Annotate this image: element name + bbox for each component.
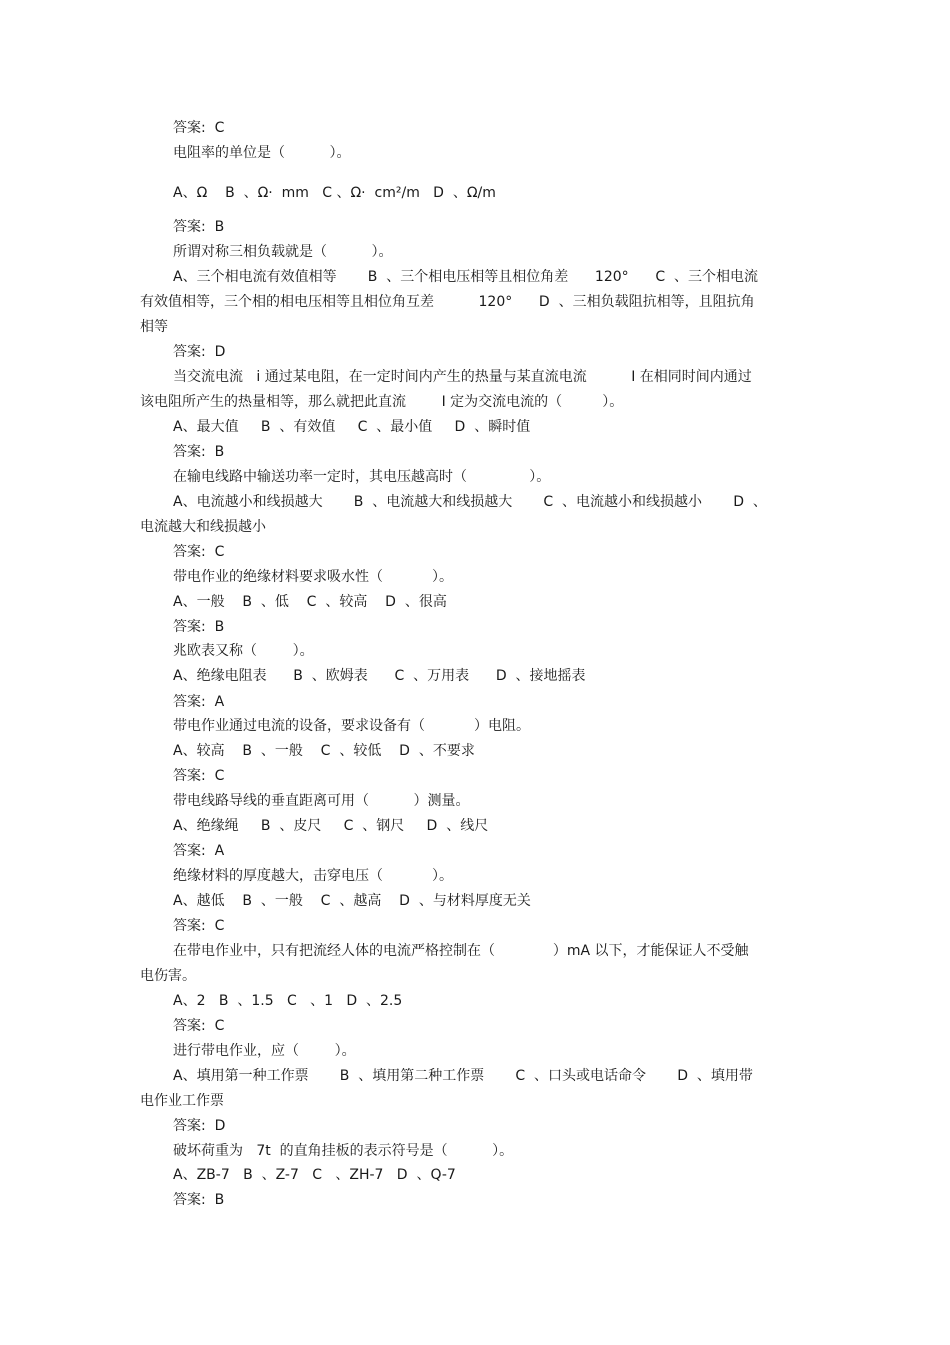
text-line: A、绝缘绳 B 、皮尺 C 、钢尺 D 、线尺 <box>173 818 489 834</box>
text-line: A、三个相电流有效值相等 B 、三个相电压相等且相位角差 120° C 、三个相电流 <box>173 269 759 285</box>
text-line: 答案: C <box>173 120 225 136</box>
text-line: 在带电作业中，只有把流经人体的电流严格控制在（ ）mA 以下，才能保证人不受触 <box>173 943 749 959</box>
text-line: 当交流电流 i 通过某电阻，在一定时间内产生的热量与某直流电流 I 在相同时间内通过 <box>173 369 752 385</box>
text-line: A、2 B 、1.5 C 、1 D 、2.5 <box>173 993 403 1009</box>
text-line: 答案: C <box>173 544 225 560</box>
text-line: 有效值相等，三个相的相电压相等且相位角互差 120° D 、三相负载阻抗相等，且阻抗角 <box>140 294 755 310</box>
text-line: 所谓对称三相负载就是（ ）。 <box>173 244 393 260</box>
text-line: 答案: A <box>173 694 225 710</box>
text-line: 带电作业的绝缘材料要求吸水性（ ）。 <box>173 569 453 585</box>
text-line: 答案: D <box>173 1118 226 1134</box>
text-line: 带电作业通过电流的设备，要求设备有（ ）电阻。 <box>173 718 530 734</box>
text-line: 答案: C <box>173 918 225 934</box>
text-line: 答案: B <box>173 1192 225 1208</box>
text-line: A、ZB-7 B 、Z-7 C 、ZH-7 D 、Q-7 <box>173 1167 456 1183</box>
text-line: 兆欧表又称（ ）。 <box>173 643 314 659</box>
text-line: A、越低 B 、一般 C 、越高 D 、与材料厚度无关 <box>173 893 531 909</box>
text-line: A、绝缘电阻表 B 、欧姆表 C 、万用表 D 、接地摇表 <box>173 668 586 684</box>
text-line: 电流越大和线损越小 <box>140 519 266 535</box>
text-line: 答案: C <box>173 768 225 784</box>
text-line: 答案: A <box>173 843 225 859</box>
text-line: 答案: C <box>173 1018 225 1034</box>
text-line: 进行带电作业，应（ ）。 <box>173 1043 356 1059</box>
text-line: A、Ω B 、Ω· mm C 、Ω· cm²/m D 、Ω/m <box>173 185 496 201</box>
text-line: 绝缘材料的厚度越大，击穿电压（ ）。 <box>173 868 453 884</box>
text-line: A、一般 B 、低 C 、较高 D 、很高 <box>173 594 447 610</box>
text-line: 答案: B <box>173 619 225 635</box>
text-line: 相等 <box>140 319 168 335</box>
text-line: A、电流越小和线损越大 B 、电流越大和线损越大 C 、电流越小和线损越小 D 、 <box>173 494 767 510</box>
text-line: 答案: B <box>173 444 225 460</box>
text-line: 在输电线路中输送功率一定时，其电压越高时（ ）。 <box>173 469 551 485</box>
text-line: 破坏荷重为 7t 的直角挂板的表示符号是（ ）。 <box>173 1143 514 1159</box>
text-line: 电作业工作票 <box>140 1093 224 1109</box>
text-line: A、最大值 B 、有效值 C 、最小值 D 、瞬时值 <box>173 419 531 435</box>
text-line: 答案: B <box>173 219 225 235</box>
text-line: A、填用第一种工作票 B 、填用第二种工作票 C 、口头或电话命令 D 、填用带 <box>173 1068 753 1084</box>
text-line: 电阻率的单位是（ ）。 <box>173 145 351 161</box>
text-line: 电伤害。 <box>140 968 196 984</box>
text-line: 带电线路导线的垂直距离可用（ ）测量。 <box>173 793 470 809</box>
text-line: 该电阻所产生的热量相等，那么就把此直流 I 定为交流电流的（ ）。 <box>140 394 624 410</box>
text-line: A、较高 B 、一般 C 、较低 D 、不要求 <box>173 743 475 759</box>
text-line: 答案: D <box>173 344 226 360</box>
